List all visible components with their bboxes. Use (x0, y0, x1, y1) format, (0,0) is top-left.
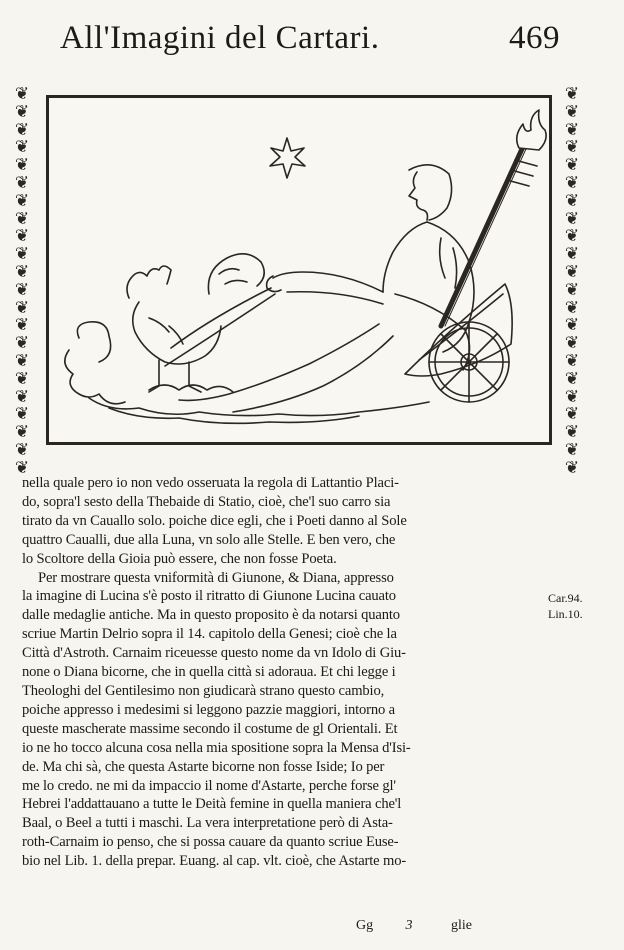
signature-mark: Gg (356, 918, 374, 933)
text-line: Hebrei l'addattauano a tutte le Deità femine in quella maniera che'l (22, 796, 402, 813)
text-line: do, sopra'l sesto della Thebaide di Statio, cioè, che'l suo carro sia (22, 493, 391, 510)
text-line: Baal, o Beel a tutti i maschi. La vera interpretatione però di Asta- (22, 815, 393, 832)
text-line: Theologhi del Gentilesimo non giudicarà strano questo cambio, (22, 682, 385, 699)
text-line: Città d'Astroth. Carnaim riceuesse questo nome da vn Idolo di Giu- (22, 645, 406, 662)
text-line: me lo credo. ne mi da impaccio il nome d'Astarte, perche forse gl' (22, 777, 396, 794)
text-line: dalle medaglie antiche. Ma in questo proposito è da notarsi quanto (22, 607, 400, 624)
text-line: bio nel Lib. 1. della prepar. Euang. al cap. vlt. cioè, che Astarte mo- (22, 853, 407, 870)
signature-number: 3 (405, 918, 413, 933)
left-ornamental-border: ❦❦❦❦❦❦❦❦❦❦❦❦❦❦❦❦❦❦❦❦❦❦ (14, 84, 30, 477)
paragraph-1 (22, 474, 527, 569)
margin-note-line: Lin.10. (548, 607, 583, 621)
text-line: tirato da vn Cauallo solo. poiche dice egli, che i Poeti danno al Sole (22, 512, 407, 529)
text-line: de. Ma chi sà, che questa Astarte bicorne non fosse Iside; Io per (22, 758, 385, 775)
text-line: scriue Martin Delrio sopra il 14. capitolo della Genesi; cioè che la (22, 626, 397, 643)
body-text (22, 474, 527, 871)
woodcut-illustration (49, 98, 549, 442)
chariot (405, 284, 512, 402)
margin-note-line: Car.94. (548, 591, 583, 605)
rooster-figure (127, 254, 264, 392)
star-icon (270, 138, 305, 178)
marginal-note (548, 590, 618, 622)
text-line: poiche appresso i medesimi si leggono pazzie maggiori, intorno a (22, 701, 395, 718)
clouds (65, 322, 429, 424)
text-line: nella quale pero io non vedo osseruata la regola di Lattantio Placi- (22, 475, 399, 491)
catchword: glie (451, 918, 472, 933)
woodcut-plate (46, 95, 552, 445)
text-line: none o Diana bicorne, che in quella città si adoraua. Et chi legge i (22, 664, 396, 681)
text-line: roth-Carnaim io penso, che si possa cauare da quanto scriue Euse- (22, 834, 399, 851)
text-line: la imagine di Lucina s'è posto il ritratto di Giunone Lucina cauato (22, 588, 396, 605)
page-number: 469 (509, 20, 560, 56)
right-ornamental-border: ❦❦❦❦❦❦❦❦❦❦❦❦❦❦❦❦❦❦❦❦❦❦ (564, 84, 580, 477)
text-line: quattro Caualli, due alla Luna, vn solo alle Stelle. E ben vero, che (22, 531, 396, 548)
text-line: io ne ho tocco alcuna cosa nella mia spositione sopra la Mensa d'Isi- (22, 739, 411, 756)
text-line: lo Scoltore della Gioia può essere, che non fosse Poeta. (22, 550, 337, 567)
text-line: Per mostrare questa vniformità di Giunone, & Diana, appresso (38, 569, 394, 586)
paragraph-2 (22, 569, 527, 872)
page-footer (356, 918, 496, 934)
page-title: All'Imagini del Cartari. (60, 20, 380, 56)
running-head (60, 20, 560, 70)
text-line: queste mascherate massime secondo il costume de gl Orientali. Et (22, 720, 398, 737)
